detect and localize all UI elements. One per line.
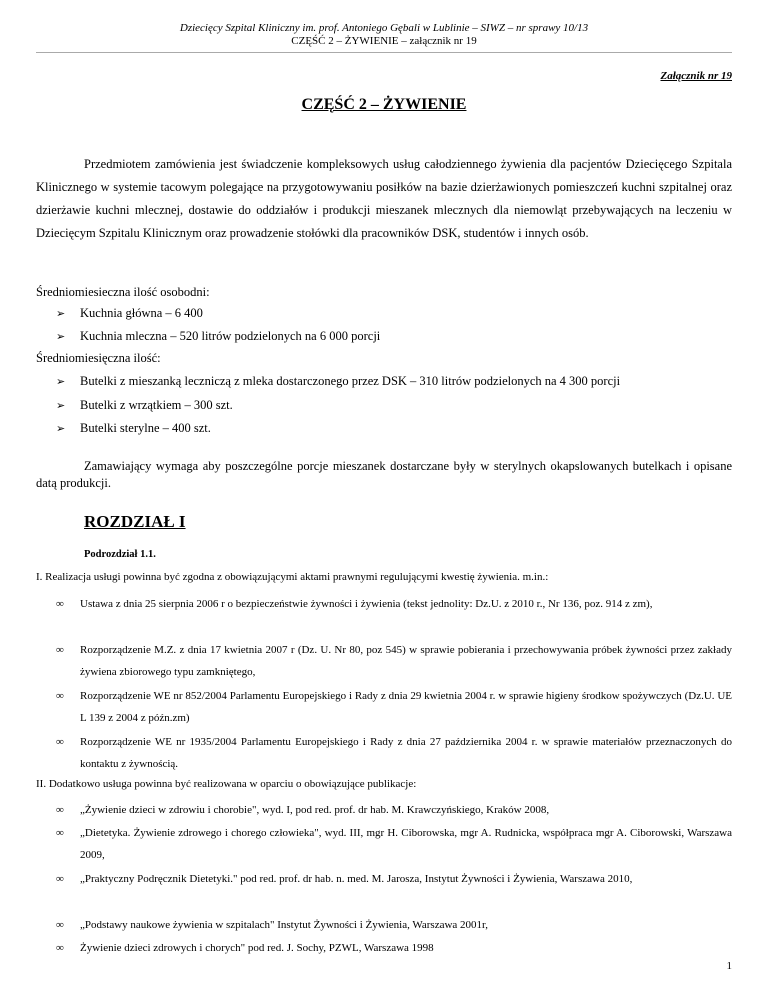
page-title: CZĘŚĆ 2 – ŻYWIENIE: [301, 96, 467, 113]
section2-item-text: „Dietetyka. Żywienie zdrowego i chorego człowieka", wyd. III, mgr H. Ciborowska, mgr A. Rudnicka, współpraca mgr A. Ciborowski, Warszawa 2009,: [80, 827, 732, 861]
infinity-bullet-icon: ∞: [56, 644, 64, 656]
section1-item-text: Rozporządzenie WE nr 1935/2004 Parlamentu Europejskiego i Rady z dnia 27 października 2004 r. w sprawie materiałów przeznaczonych do kontaktu z żywnością.: [80, 736, 732, 770]
daily-item-text: Kuchnia główna – 6 400: [80, 306, 203, 320]
infinity-bullet-icon: ∞: [56, 827, 64, 839]
intro-paragraph: Przedmiotem zamówienia jest świadczenie kompleksowych usług całodziennego żywienia dla pacjentów Dziecięcego Szpitala Klinicznego w systemie tacowym polegające na przygotowywaniu posiłków na bazie dzierżawionych pomieszczeń kuchni szpitalnej oraz dzierżawie kuchni mlecznej, dostawie do oddziałów i produkcji mieszanek mlecznych dla niemowląt przebywających na leczeniu w Dziecięcym Szpitalu Klinicznym oraz prowadzenie stołówki dla pracowników DSK, studentów i innych osób.: [36, 157, 732, 240]
section1-item-text: Rozporządzenie WE nr 852/2004 Parlamentu Europejskiego i Rady z dnia 29 kwietnia 2004 r. w sprawie higieny środkow spożywczych (Dz.U. UE L 139 z 2004 z późn.zm): [80, 690, 732, 724]
monthly-list-item: [56, 397, 233, 414]
infinity-bullet-icon: ∞: [56, 690, 64, 702]
section1-list-item: [56, 639, 732, 683]
monthly-item-text: Butelki z mieszanką leczniczą z mleka dostarczonego przez DSK – 310 litrów podzielonych na 4 300 porcji: [80, 374, 621, 388]
section1-list-item: [56, 731, 732, 775]
arrow-bullet-icon: ➢: [56, 376, 66, 388]
annex-label: Załącznik nr 19: [660, 70, 732, 82]
infinity-bullet-icon: ∞: [56, 919, 64, 931]
monthly-list-item: [56, 420, 211, 437]
header-section: CZĘŚĆ 2 – ŻYWIENIE – załącznik nr 19: [291, 35, 477, 47]
infinity-bullet-icon: ∞: [56, 736, 64, 748]
daily-list-item: [56, 328, 380, 345]
section2-list-item: [56, 868, 732, 890]
infinity-bullet-icon: ∞: [56, 942, 64, 954]
section2-list-item: [56, 822, 732, 866]
infinity-bullet-icon: ∞: [56, 804, 64, 816]
monthly-item-text: Butelki z wrzątkiem – 300 szt.: [80, 398, 233, 412]
section2-list-item: [56, 799, 732, 821]
arrow-bullet-icon: ➢: [56, 331, 66, 343]
infinity-bullet-icon: ∞: [56, 598, 64, 610]
arrow-bullet-icon: ➢: [56, 423, 66, 435]
section2-item-text: „Praktyczny Podręcznik Dietetyki." pod red. prof. dr hab. n. med. M. Jarosza, Instytut Żywności i Żywienia, Warszawa 2010,: [80, 873, 633, 885]
header-institution: Dziecięcy Szpital Kliniczny im. prof. Antoniego Gębali w Lublinie – SIWZ – nr sprawy 10/13: [179, 22, 589, 34]
page-number: 1: [726, 960, 732, 972]
daily-heading: Średniomiesieczna ilość osobodni:: [36, 285, 210, 299]
subchapter-heading: Podrozdział 1.1.: [84, 549, 156, 560]
monthly-item-text: Butelki sterylne – 400 szt.: [80, 421, 211, 435]
section2-item-text: „Żywienie dzieci w zdrowiu i chorobie", wyd. I, pod red. prof. dr hab. M. Krawczyńskiego, Kraków 2008,: [80, 804, 550, 816]
infinity-bullet-icon: ∞: [56, 873, 64, 885]
arrow-bullet-icon: ➢: [56, 400, 66, 412]
chapter-heading: ROZDZIAŁ I: [84, 512, 186, 531]
section1-heading: I. Realizacja usługi powinna być zgodna z obowiązującymi aktami prawnymi regulującymi kwestię żywienia. m.in.:: [36, 571, 549, 583]
section1-item-text: Ustawa z dnia 25 sierpnia 2006 r o bezpieczeństwie żywności i żywienia (tekst jednolity: Dz.U. z 2010 r., Nr 136, poz. 914 z zm),: [80, 598, 653, 610]
section2-item-text: „Podstawy naukowe żywienia w szpitalach" Instytut Żywności i Żywienia, Warszawa 2001r,: [80, 919, 489, 931]
header-divider: [36, 52, 732, 53]
daily-list-item: [56, 305, 203, 322]
arrow-bullet-icon: ➢: [56, 308, 66, 320]
section1-list-item: [56, 685, 732, 729]
daily-item-text: Kuchnia mleczna – 520 litrów podzielonych na 6 000 porcji: [80, 329, 381, 343]
monthly-heading: Średniomiesięczna ilość:: [36, 351, 161, 365]
section2-list-item: [56, 937, 732, 959]
section1-list-item: [56, 593, 732, 615]
monthly-list-item: [56, 373, 620, 390]
section2-list-item: [56, 914, 732, 936]
section1-item-text: Rozporządzenie M.Z. z dnia 17 kwietnia 2007 r (Dz. U. Nr 80, poz 545) w sprawie pobierania i przechowywania próbek żywności przez zakłady żywiena zbiorowego typu zamkniętego,: [80, 644, 732, 678]
section2-item-text: Żywienie dzieci zdrowych i chorych" pod red. J. Sochy, PZWL, Warszawa 1998: [80, 942, 434, 954]
requirement-paragraph: Zamawiający wymaga aby poszczególne porcje mieszanek dostarczane były w sterylnych okapslowanych butelkach i opisane datą produkcji.: [36, 459, 732, 490]
section2-heading: II. Dodatkowo usługa powinna być realizowana w oparciu o obowiązujące publikacje:: [36, 778, 417, 790]
